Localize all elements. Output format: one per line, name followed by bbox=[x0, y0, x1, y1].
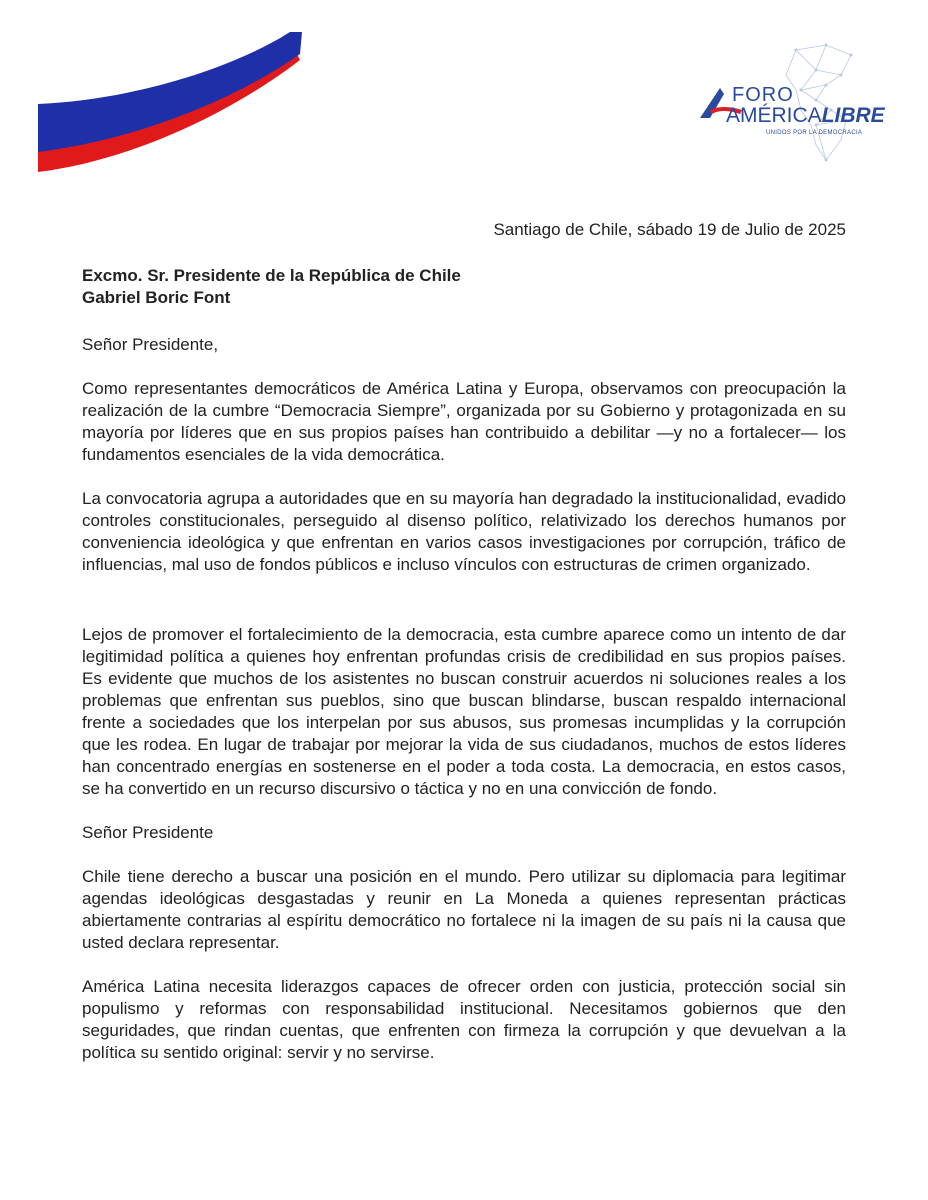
paragraph-2: La convocatoria agrupa a autoridades que en su mayoría han degradado la institucionalidad, evadido controles constitucionales, perseguido al disenso político, relativizado los derechos humanos por conveniencia ideológica y que enfrentan en varios casos investigaciones por corrupción, tráfico de influencias, mal uso de fondos públicos e incluso vínculos con estructuras de crimen organizado. bbox=[82, 489, 846, 574]
recipient-name: Gabriel Boric Font bbox=[82, 288, 231, 307]
recipient-block bbox=[82, 265, 461, 309]
letter-date: Santiago de Chile, sábado 19 de Julio de 2025 bbox=[493, 220, 846, 239]
salutation-2: Señor Presidente bbox=[82, 823, 214, 842]
paragraph-4: Chile tiene derecho a buscar una posición en el mundo. Pero utilizar su diplomacia para legitimar agendas ideológicas desgastadas y reunir en La Moneda a quienes representan prácticas abiertamente contrarias al espíritu democrático no fortalece ni la imagen de su país ni la causa que usted declara representar. bbox=[82, 867, 846, 952]
foro-america-libre-logo bbox=[696, 40, 896, 170]
logo-america-word: AMÉRICA bbox=[726, 104, 822, 127]
salutation: Señor Presidente, bbox=[82, 335, 219, 354]
logo-libre-word: LIBRE bbox=[821, 104, 885, 127]
logo-america-libre-text bbox=[726, 104, 885, 128]
logo-foro-text: FORO bbox=[732, 84, 794, 106]
paragraph-5: América Latina necesita liderazgos capaces de ofrecer orden con justicia, protección social sin populismo y reformas con responsabilidad institucional. Necesitamos gobiernos que den seguridades, que rindan cuentas, que enfrenten con firmeza la corrupción y que devuelvan a la política su sentido original: servir y no servirse. bbox=[82, 977, 846, 1062]
recipient-title: Excmo. Sr. Presidente de la República de Chile bbox=[82, 266, 461, 285]
paragraph-3: Lejos de promover el fortalecimiento de la democracia, esta cumbre aparece como un intento de dar legitimidad política a quienes hoy enfrentan profundas crisis de credibilidad en sus propios países. Es evidente que muchos de los asistentes no buscan construir acuerdos ni soluciones reales a los problemas que enfrentan sus pueblos, sino que buscan blindarse, buscan respaldo internacional frente a sociedades que los interpelan por sus abusos, sus promesas incumplidas y la corrupción que les rodea. En lugar de trabajar por mejorar la vida de sus ciudadanos, muchos de estos líderes han concentrado energías en sostenerse en el poder a toda costa. La democracia, en estos casos, se ha convertido en un recurso discursivo o táctica y no en una convicción de fondo. bbox=[82, 625, 846, 798]
logo-tagline: UNIDOS POR LA DEMOCRACIA bbox=[766, 130, 863, 136]
paragraph-1: Como representantes democráticos de América Latina y Europa, observamos con preocupación la realización de la cumbre “Democracia Siempre”, organizada por su Gobierno y protagonizada en su mayoría por líderes que en sus propios países han contribuido a debilitar —y no a fortalecer— los fundamentos esenciales de la vida democrática. bbox=[82, 379, 846, 464]
flag-ribbon-graphic bbox=[0, 0, 320, 180]
